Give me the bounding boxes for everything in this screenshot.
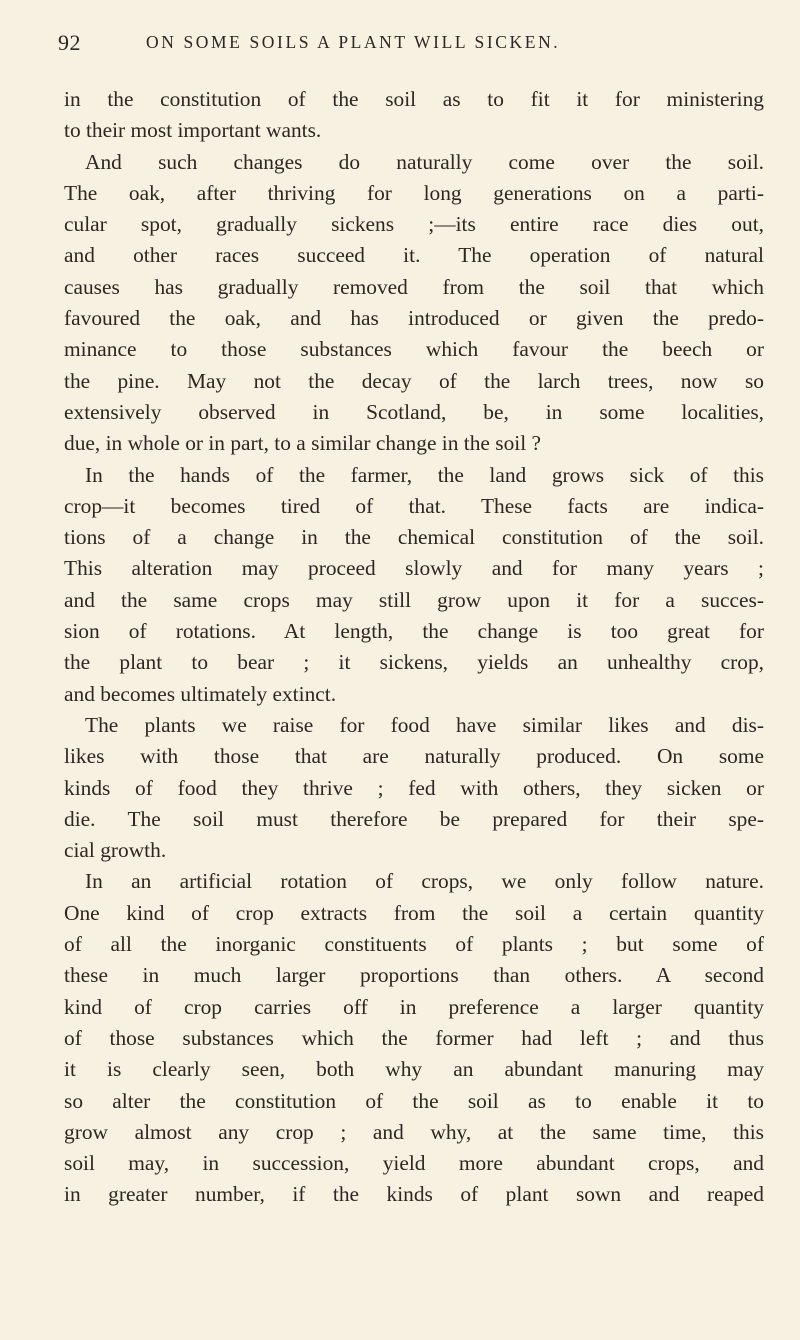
text-line: sion of rotations. At length, the change is too great for bbox=[64, 619, 764, 644]
text-line: The oak, after thriving for long generations on a parti- bbox=[64, 180, 764, 205]
text-line: due, in whole or in part, to a similar change in the soil ? bbox=[64, 431, 542, 456]
text-line: in greater number, if the kinds of plant sown and reaped bbox=[64, 1182, 764, 1207]
text-line: soil may, in succession, yield more abundant crops, and bbox=[64, 1151, 764, 1176]
text-line: crop—it becomes tired of that. These facts are indica- bbox=[64, 493, 764, 518]
text-line: to their most important wants. bbox=[64, 118, 322, 143]
text-line: of those substances which the former had left ; and thus bbox=[64, 1025, 764, 1050]
text-line: kinds of food they thrive ; fed with others, they sicken or bbox=[64, 775, 764, 800]
text-line: so alter the constitution of the soil as to enable it to bbox=[64, 1088, 764, 1113]
body-text bbox=[64, 84, 764, 1211]
text-line: of all the inorganic constituents of plants ; but some of bbox=[64, 932, 764, 957]
text-line: kind of crop carries off in preference a larger quantity bbox=[64, 994, 764, 1019]
page-number: 92 bbox=[58, 30, 81, 55]
text-line: and other races succeed it. The operation of natural bbox=[64, 243, 764, 268]
text-line: This alteration may proceed slowly and for many years ; bbox=[64, 556, 764, 581]
text-line: minance to those substances which favour the beech or bbox=[64, 337, 764, 362]
text-line: it is clearly seen, both why an abundant manuring may bbox=[64, 1057, 764, 1082]
running-title: ON SOME SOILS A PLANT WILL SICKEN. bbox=[146, 32, 561, 52]
text-line: In an artificial rotation of crops, we only follow nature. bbox=[85, 869, 764, 894]
text-line: and the same crops may still grow upon it for a succes- bbox=[64, 587, 764, 612]
text-line: the pine. May not the decay of the larch trees, now so bbox=[64, 368, 764, 393]
text-line: and becomes ultimately extinct. bbox=[64, 681, 337, 706]
text-line: favoured the oak, and has introduced or given the predo- bbox=[64, 306, 764, 331]
running-head bbox=[58, 30, 758, 60]
text-line: The plants we raise for food have similar likes and dis- bbox=[85, 712, 764, 737]
text-line: likes with those that are naturally produced. On some bbox=[64, 744, 764, 769]
text-line: grow almost any crop ; and why, at the same time, this bbox=[64, 1119, 764, 1144]
text-line: And such changes do naturally come over the soil. bbox=[85, 149, 764, 174]
text-line: die. The soil must therefore be prepared for their spe- bbox=[64, 806, 764, 831]
text-line: cular spot, gradually sickens ;—its entire race dies out, bbox=[64, 212, 764, 237]
text-line: In the hands of the farmer, the land grows sick of this bbox=[85, 462, 764, 487]
text-line: tions of a change in the chemical constitution of the soil. bbox=[64, 525, 764, 550]
text-line: cial growth. bbox=[64, 838, 167, 863]
text-line: in the constitution of the soil as to fit it for ministering bbox=[64, 87, 764, 111]
text-line: causes has gradually removed from the soil that which bbox=[64, 274, 764, 299]
text-line: the plant to bear ; it sickens, yields an unhealthy crop, bbox=[64, 650, 764, 675]
text-line: these in much larger proportions than others. A second bbox=[64, 963, 764, 988]
text-line: One kind of crop extracts from the soil a certain quantity bbox=[64, 900, 764, 925]
text-line: extensively observed in Scotland, be, in some localities, bbox=[64, 399, 764, 424]
